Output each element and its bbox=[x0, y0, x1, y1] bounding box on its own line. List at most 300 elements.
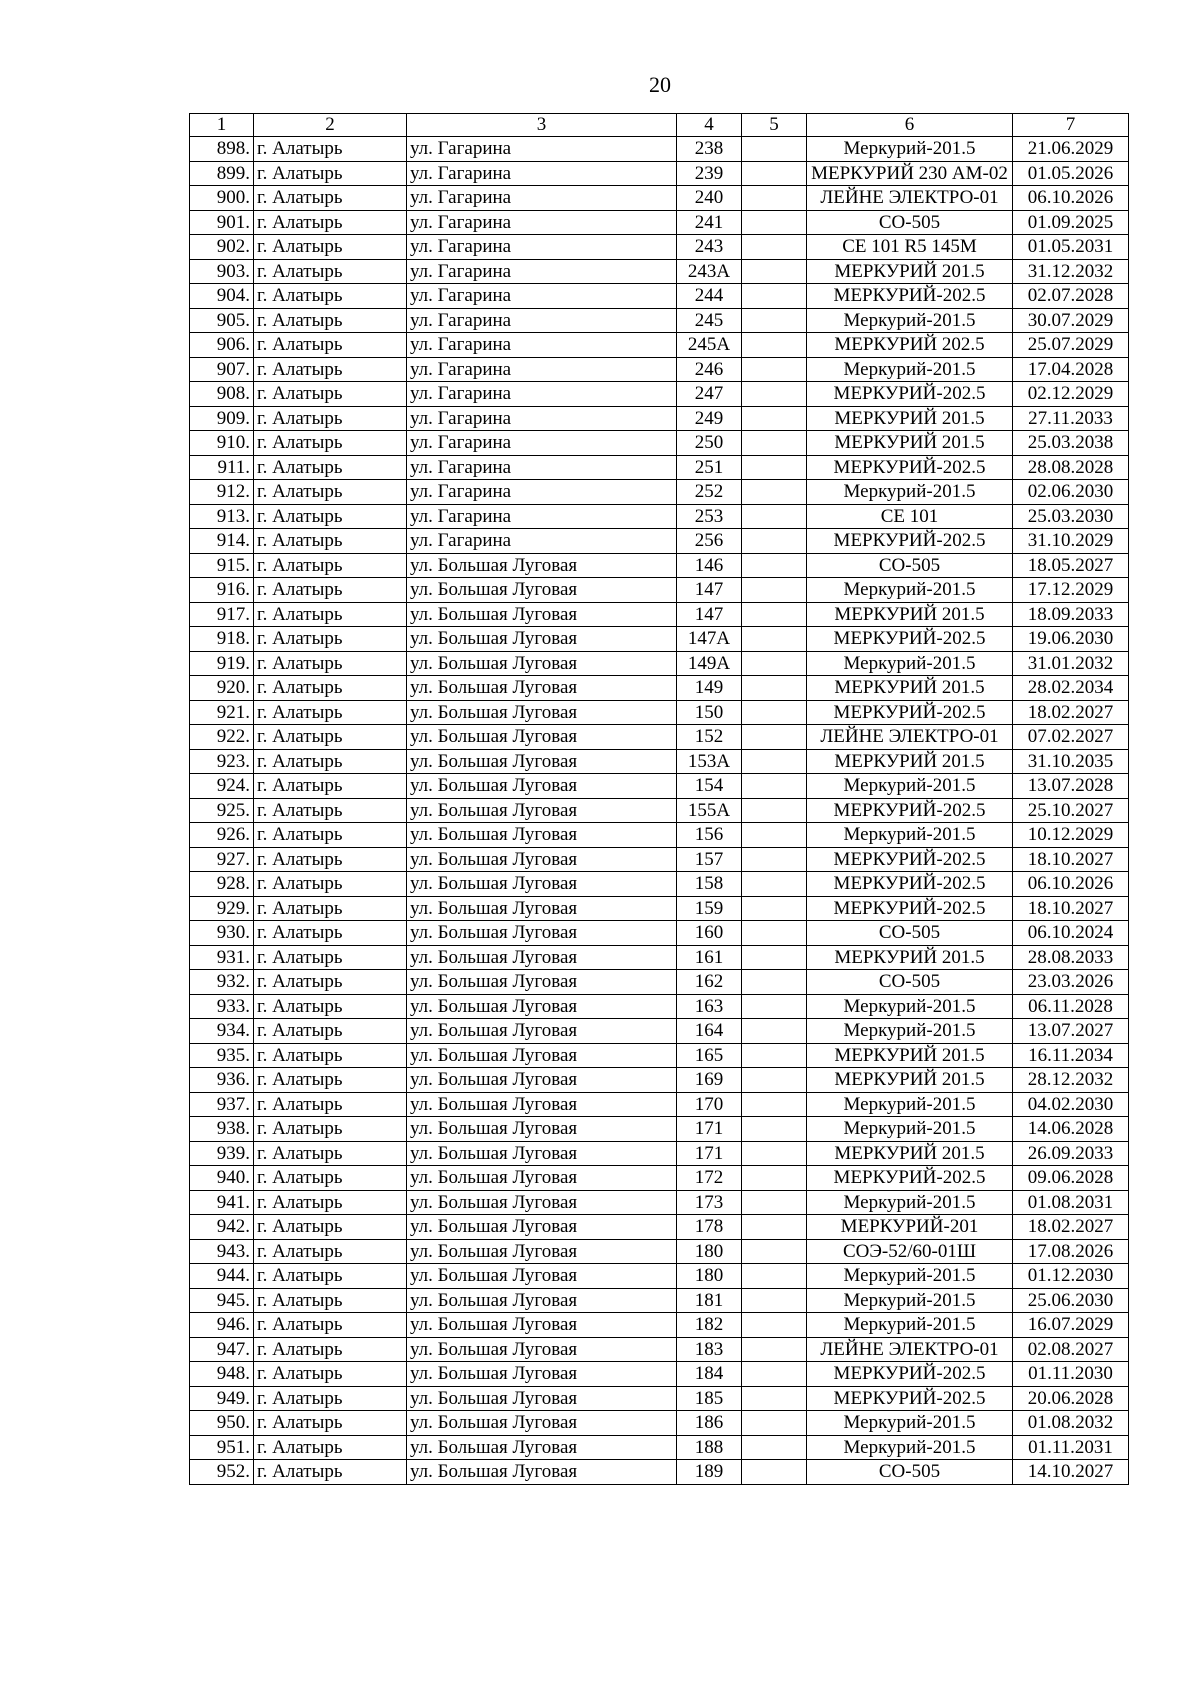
house-number: 164 bbox=[677, 1019, 742, 1044]
row-number: 925. bbox=[190, 798, 254, 823]
house-number: 159 bbox=[677, 896, 742, 921]
city: г. Алатырь bbox=[254, 1337, 407, 1362]
blank-cell bbox=[742, 921, 807, 946]
verification-date: 18.02.2027 bbox=[1013, 1215, 1129, 1240]
street: ул. Гагарина bbox=[407, 357, 677, 382]
city: г. Алатырь bbox=[254, 431, 407, 456]
verification-date: 13.07.2028 bbox=[1013, 774, 1129, 799]
meter-model: МЕРКУРИЙ-202.5 bbox=[807, 1362, 1013, 1387]
table-row bbox=[190, 921, 1129, 946]
house-number: 240 bbox=[677, 186, 742, 211]
blank-cell bbox=[742, 1190, 807, 1215]
row-number: 918. bbox=[190, 627, 254, 652]
table-row bbox=[190, 1435, 1129, 1460]
blank-cell bbox=[742, 1386, 807, 1411]
table-row bbox=[190, 896, 1129, 921]
blank-cell bbox=[742, 749, 807, 774]
verification-date: 01.05.2031 bbox=[1013, 235, 1129, 260]
verification-date: 06.10.2026 bbox=[1013, 872, 1129, 897]
city: г. Алатырь bbox=[254, 1068, 407, 1093]
table-row bbox=[190, 602, 1129, 627]
meter-model: Меркурий-201.5 bbox=[807, 308, 1013, 333]
city: г. Алатырь bbox=[254, 896, 407, 921]
table-row bbox=[190, 1068, 1129, 1093]
blank-cell bbox=[742, 1288, 807, 1313]
row-number: 900. bbox=[190, 186, 254, 211]
verification-date: 23.03.2026 bbox=[1013, 970, 1129, 995]
city: г. Алатырь bbox=[254, 1166, 407, 1191]
city: г. Алатырь bbox=[254, 1092, 407, 1117]
table-row bbox=[190, 774, 1129, 799]
meter-model: МЕРКУРИЙ 201.5 bbox=[807, 1141, 1013, 1166]
house-number: 181 bbox=[677, 1288, 742, 1313]
house-number: 245А bbox=[677, 333, 742, 358]
table-row bbox=[190, 627, 1129, 652]
city: г. Алатырь bbox=[254, 161, 407, 186]
street: ул. Гагарина bbox=[407, 259, 677, 284]
row-number: 913. bbox=[190, 504, 254, 529]
meter-model: МЕРКУРИЙ 201.5 bbox=[807, 259, 1013, 284]
street: ул. Большая Луговая bbox=[407, 872, 677, 897]
street: ул. Большая Луговая bbox=[407, 994, 677, 1019]
meter-model: Меркурий-201.5 bbox=[807, 651, 1013, 676]
row-number: 909. bbox=[190, 406, 254, 431]
blank-cell bbox=[742, 970, 807, 995]
street: ул. Большая Луговая bbox=[407, 1141, 677, 1166]
table-row bbox=[190, 1019, 1129, 1044]
street: ул. Гагарина bbox=[407, 308, 677, 333]
verification-date: 31.10.2035 bbox=[1013, 749, 1129, 774]
street: ул. Большая Луговая bbox=[407, 676, 677, 701]
verification-date: 20.06.2028 bbox=[1013, 1386, 1129, 1411]
verification-date: 28.08.2028 bbox=[1013, 455, 1129, 480]
house-number: 157 bbox=[677, 847, 742, 872]
house-number: 189 bbox=[677, 1460, 742, 1485]
blank-cell bbox=[742, 382, 807, 407]
street: ул. Большая Луговая bbox=[407, 1435, 677, 1460]
table-row bbox=[190, 1460, 1129, 1485]
row-number: 917. bbox=[190, 602, 254, 627]
row-number: 914. bbox=[190, 529, 254, 554]
blank-cell bbox=[742, 1460, 807, 1485]
verification-date: 16.11.2034 bbox=[1013, 1043, 1129, 1068]
verification-date: 06.10.2024 bbox=[1013, 921, 1129, 946]
table-header bbox=[190, 114, 1129, 137]
table-row bbox=[190, 798, 1129, 823]
blank-cell bbox=[742, 455, 807, 480]
city: г. Алатырь bbox=[254, 235, 407, 260]
city: г. Алатырь bbox=[254, 994, 407, 1019]
verification-date: 01.11.2030 bbox=[1013, 1362, 1129, 1387]
blank-cell bbox=[742, 161, 807, 186]
header-row bbox=[190, 114, 1129, 137]
row-number: 915. bbox=[190, 553, 254, 578]
verification-date: 26.09.2033 bbox=[1013, 1141, 1129, 1166]
house-number: 245 bbox=[677, 308, 742, 333]
house-number: 188 bbox=[677, 1435, 742, 1460]
verification-date: 17.04.2028 bbox=[1013, 357, 1129, 382]
table-row bbox=[190, 872, 1129, 897]
column-header: 3 bbox=[407, 114, 677, 137]
blank-cell bbox=[742, 308, 807, 333]
house-number: 165 bbox=[677, 1043, 742, 1068]
house-number: 182 bbox=[677, 1313, 742, 1338]
street: ул. Гагарина bbox=[407, 186, 677, 211]
house-number: 244 bbox=[677, 284, 742, 309]
row-number: 933. bbox=[190, 994, 254, 1019]
street: ул. Большая Луговая bbox=[407, 1068, 677, 1093]
row-number: 904. bbox=[190, 284, 254, 309]
verification-date: 31.01.2032 bbox=[1013, 651, 1129, 676]
house-number: 149А bbox=[677, 651, 742, 676]
column-header: 6 bbox=[807, 114, 1013, 137]
street: ул. Большая Луговая bbox=[407, 847, 677, 872]
table-row bbox=[190, 210, 1129, 235]
street: ул. Большая Луговая bbox=[407, 1117, 677, 1142]
street: ул. Большая Луговая bbox=[407, 749, 677, 774]
meter-registry-table bbox=[189, 113, 1129, 1485]
table-row bbox=[190, 406, 1129, 431]
street: ул. Гагарина bbox=[407, 529, 677, 554]
meter-model: МЕРКУРИЙ 201.5 bbox=[807, 431, 1013, 456]
street: ул. Большая Луговая bbox=[407, 1190, 677, 1215]
row-number: 926. bbox=[190, 823, 254, 848]
table-row bbox=[190, 235, 1129, 260]
row-number: 932. bbox=[190, 970, 254, 995]
street: ул. Большая Луговая bbox=[407, 1019, 677, 1044]
verification-date: 02.06.2030 bbox=[1013, 480, 1129, 505]
city: г. Алатырь bbox=[254, 1435, 407, 1460]
meter-model: Меркурий-201.5 bbox=[807, 578, 1013, 603]
house-number: 160 bbox=[677, 921, 742, 946]
row-number: 939. bbox=[190, 1141, 254, 1166]
city: г. Алатырь bbox=[254, 1386, 407, 1411]
meter-model: МЕРКУРИЙ 201.5 bbox=[807, 749, 1013, 774]
row-number: 907. bbox=[190, 357, 254, 382]
city: г. Алатырь bbox=[254, 1117, 407, 1142]
verification-date: 01.08.2031 bbox=[1013, 1190, 1129, 1215]
blank-cell bbox=[742, 1166, 807, 1191]
meter-model: CE 101 R5 145M bbox=[807, 235, 1013, 260]
table-row bbox=[190, 1092, 1129, 1117]
table-row bbox=[190, 700, 1129, 725]
table-row bbox=[190, 186, 1129, 211]
verification-date: 16.07.2029 bbox=[1013, 1313, 1129, 1338]
blank-cell bbox=[742, 823, 807, 848]
house-number: 147 bbox=[677, 602, 742, 627]
table-row bbox=[190, 847, 1129, 872]
city: г. Алатырь bbox=[254, 186, 407, 211]
city: г. Алатырь bbox=[254, 553, 407, 578]
city: г. Алатырь bbox=[254, 455, 407, 480]
blank-cell bbox=[742, 1117, 807, 1142]
verification-date: 02.07.2028 bbox=[1013, 284, 1129, 309]
verification-date: 25.07.2029 bbox=[1013, 333, 1129, 358]
city: г. Алатырь bbox=[254, 1190, 407, 1215]
city: г. Алатырь bbox=[254, 210, 407, 235]
table-row bbox=[190, 749, 1129, 774]
row-number: 941. bbox=[190, 1190, 254, 1215]
street: ул. Гагарина bbox=[407, 455, 677, 480]
street: ул. Большая Луговая bbox=[407, 725, 677, 750]
street: ул. Гагарина bbox=[407, 480, 677, 505]
verification-date: 06.11.2028 bbox=[1013, 994, 1129, 1019]
verification-date: 02.08.2027 bbox=[1013, 1337, 1129, 1362]
row-number: 940. bbox=[190, 1166, 254, 1191]
blank-cell bbox=[742, 676, 807, 701]
verification-date: 14.10.2027 bbox=[1013, 1460, 1129, 1485]
blank-cell bbox=[742, 798, 807, 823]
meter-model: МЕРКУРИЙ-202.5 bbox=[807, 1166, 1013, 1191]
blank-cell bbox=[742, 1068, 807, 1093]
meter-model: МЕРКУРИЙ 201.5 bbox=[807, 1043, 1013, 1068]
meter-model: МЕРКУРИЙ 201.5 bbox=[807, 1068, 1013, 1093]
meter-model: Меркурий-201.5 bbox=[807, 480, 1013, 505]
row-number: 930. bbox=[190, 921, 254, 946]
house-number: 180 bbox=[677, 1239, 742, 1264]
row-number: 922. bbox=[190, 725, 254, 750]
table-row bbox=[190, 1288, 1129, 1313]
meter-model: ЛЕЙНЕ ЭЛЕКТРО-01 bbox=[807, 1337, 1013, 1362]
city: г. Алатырь bbox=[254, 1411, 407, 1436]
verification-date: 01.11.2031 bbox=[1013, 1435, 1129, 1460]
verification-date: 18.09.2033 bbox=[1013, 602, 1129, 627]
row-number: 946. bbox=[190, 1313, 254, 1338]
row-number: 910. bbox=[190, 431, 254, 456]
row-number: 920. bbox=[190, 676, 254, 701]
city: г. Алатырь bbox=[254, 1019, 407, 1044]
city: г. Алатырь bbox=[254, 529, 407, 554]
meter-model: СО-505 bbox=[807, 1460, 1013, 1485]
city: г. Алатырь bbox=[254, 284, 407, 309]
row-number: 921. bbox=[190, 700, 254, 725]
blank-cell bbox=[742, 700, 807, 725]
house-number: 161 bbox=[677, 945, 742, 970]
table-row bbox=[190, 1043, 1129, 1068]
verification-date: 01.08.2032 bbox=[1013, 1411, 1129, 1436]
row-number: 912. bbox=[190, 480, 254, 505]
blank-cell bbox=[742, 1141, 807, 1166]
meter-model: МЕРКУРИЙ-202.5 bbox=[807, 1386, 1013, 1411]
street: ул. Большая Луговая bbox=[407, 1411, 677, 1436]
table-row bbox=[190, 725, 1129, 750]
verification-date: 01.05.2026 bbox=[1013, 161, 1129, 186]
row-number: 948. bbox=[190, 1362, 254, 1387]
meter-model: СО-505 bbox=[807, 210, 1013, 235]
house-number: 249 bbox=[677, 406, 742, 431]
table-row bbox=[190, 578, 1129, 603]
table-row bbox=[190, 1166, 1129, 1191]
street: ул. Гагарина bbox=[407, 161, 677, 186]
row-number: 919. bbox=[190, 651, 254, 676]
column-header: 2 bbox=[254, 114, 407, 137]
meter-model: МЕРКУРИЙ-202.5 bbox=[807, 847, 1013, 872]
blank-cell bbox=[742, 259, 807, 284]
verification-date: 31.12.2032 bbox=[1013, 259, 1129, 284]
meter-model: МЕРКУРИЙ-201 bbox=[807, 1215, 1013, 1240]
blank-cell bbox=[742, 284, 807, 309]
street: ул. Большая Луговая bbox=[407, 602, 677, 627]
house-number: 238 bbox=[677, 137, 742, 162]
blank-cell bbox=[742, 896, 807, 921]
verification-date: 13.07.2027 bbox=[1013, 1019, 1129, 1044]
table-row bbox=[190, 651, 1129, 676]
house-number: 243А bbox=[677, 259, 742, 284]
meter-model: СО-505 bbox=[807, 921, 1013, 946]
meter-model: МЕРКУРИЙ-202.5 bbox=[807, 284, 1013, 309]
city: г. Алатырь bbox=[254, 627, 407, 652]
verification-date: 28.12.2032 bbox=[1013, 1068, 1129, 1093]
house-number: 152 bbox=[677, 725, 742, 750]
blank-cell bbox=[742, 357, 807, 382]
blank-cell bbox=[742, 1264, 807, 1289]
street: ул. Большая Луговая bbox=[407, 1092, 677, 1117]
meter-model: МЕРКУРИЙ 202.5 bbox=[807, 333, 1013, 358]
city: г. Алатырь bbox=[254, 357, 407, 382]
meter-model: Меркурий-201.5 bbox=[807, 823, 1013, 848]
street: ул. Большая Луговая bbox=[407, 1264, 677, 1289]
meter-model: МЕРКУРИЙ 201.5 bbox=[807, 676, 1013, 701]
table-row bbox=[190, 1117, 1129, 1142]
table-row bbox=[190, 137, 1129, 162]
verification-date: 18.10.2027 bbox=[1013, 896, 1129, 921]
row-number: 944. bbox=[190, 1264, 254, 1289]
meter-model: Меркурий-201.5 bbox=[807, 1117, 1013, 1142]
house-number: 147 bbox=[677, 578, 742, 603]
street: ул. Гагарина bbox=[407, 333, 677, 358]
table-row bbox=[190, 1239, 1129, 1264]
row-number: 935. bbox=[190, 1043, 254, 1068]
verification-date: 01.09.2025 bbox=[1013, 210, 1129, 235]
city: г. Алатырь bbox=[254, 382, 407, 407]
row-number: 951. bbox=[190, 1435, 254, 1460]
city: г. Алатырь bbox=[254, 774, 407, 799]
meter-model: Меркурий-201.5 bbox=[807, 137, 1013, 162]
row-number: 929. bbox=[190, 896, 254, 921]
row-number: 931. bbox=[190, 945, 254, 970]
house-number: 246 bbox=[677, 357, 742, 382]
house-number: 251 bbox=[677, 455, 742, 480]
meter-model: СО-505 bbox=[807, 553, 1013, 578]
street: ул. Гагарина bbox=[407, 504, 677, 529]
blank-cell bbox=[742, 774, 807, 799]
table-row bbox=[190, 945, 1129, 970]
house-number: 163 bbox=[677, 994, 742, 1019]
blank-cell bbox=[742, 1215, 807, 1240]
blank-cell bbox=[742, 1435, 807, 1460]
table-row bbox=[190, 1337, 1129, 1362]
blank-cell bbox=[742, 480, 807, 505]
meter-model: Меркурий-201.5 bbox=[807, 1313, 1013, 1338]
meter-model: МЕРКУРИЙ 201.5 bbox=[807, 406, 1013, 431]
meter-model: МЕРКУРИЙ-202.5 bbox=[807, 700, 1013, 725]
street: ул. Большая Луговая bbox=[407, 1215, 677, 1240]
blank-cell bbox=[742, 1019, 807, 1044]
table-row bbox=[190, 431, 1129, 456]
verification-date: 28.08.2033 bbox=[1013, 945, 1129, 970]
street: ул. Большая Луговая bbox=[407, 798, 677, 823]
blank-cell bbox=[742, 627, 807, 652]
verification-date: 09.06.2028 bbox=[1013, 1166, 1129, 1191]
meter-model: МЕРКУРИЙ-202.5 bbox=[807, 529, 1013, 554]
row-number: 950. bbox=[190, 1411, 254, 1436]
meter-model: Меркурий-201.5 bbox=[807, 1264, 1013, 1289]
table-row bbox=[190, 553, 1129, 578]
street: ул. Большая Луговая bbox=[407, 774, 677, 799]
table-row bbox=[190, 504, 1129, 529]
blank-cell bbox=[742, 602, 807, 627]
street: ул. Большая Луговая bbox=[407, 921, 677, 946]
blank-cell bbox=[742, 847, 807, 872]
city: г. Алатырь bbox=[254, 945, 407, 970]
house-number: 184 bbox=[677, 1362, 742, 1387]
city: г. Алатырь bbox=[254, 137, 407, 162]
street: ул. Гагарина bbox=[407, 210, 677, 235]
street: ул. Большая Луговая bbox=[407, 1239, 677, 1264]
street: ул. Большая Луговая bbox=[407, 945, 677, 970]
blank-cell bbox=[742, 235, 807, 260]
verification-date: 06.10.2026 bbox=[1013, 186, 1129, 211]
verification-date: 28.02.2034 bbox=[1013, 676, 1129, 701]
house-number: 185 bbox=[677, 1386, 742, 1411]
table-row bbox=[190, 1190, 1129, 1215]
street: ул. Гагарина bbox=[407, 382, 677, 407]
city: г. Алатырь bbox=[254, 921, 407, 946]
verification-date: 18.10.2027 bbox=[1013, 847, 1129, 872]
row-number: 911. bbox=[190, 455, 254, 480]
meter-model: ЛЕЙНЕ ЭЛЕКТРО-01 bbox=[807, 186, 1013, 211]
verification-date: 21.06.2029 bbox=[1013, 137, 1129, 162]
table-row bbox=[190, 1215, 1129, 1240]
house-number: 247 bbox=[677, 382, 742, 407]
meter-model: МЕРКУРИЙ-202.5 bbox=[807, 798, 1013, 823]
meter-model: МЕРКУРИЙ 230 АМ-02 bbox=[807, 161, 1013, 186]
table-row bbox=[190, 333, 1129, 358]
city: г. Алатырь bbox=[254, 872, 407, 897]
street: ул. Большая Луговая bbox=[407, 1362, 677, 1387]
city: г. Алатырь bbox=[254, 1460, 407, 1485]
table-row bbox=[190, 1362, 1129, 1387]
meter-model: Меркурий-201.5 bbox=[807, 1411, 1013, 1436]
blank-cell bbox=[742, 406, 807, 431]
meter-model: МЕРКУРИЙ-202.5 bbox=[807, 896, 1013, 921]
house-number: 171 bbox=[677, 1117, 742, 1142]
row-number: 923. bbox=[190, 749, 254, 774]
meter-model: ЛЕЙНЕ ЭЛЕКТРО-01 bbox=[807, 725, 1013, 750]
meter-model: Меркурий-201.5 bbox=[807, 1288, 1013, 1313]
column-header: 7 bbox=[1013, 114, 1129, 137]
row-number: 942. bbox=[190, 1215, 254, 1240]
table-row bbox=[190, 308, 1129, 333]
street: ул. Большая Луговая bbox=[407, 700, 677, 725]
table-row bbox=[190, 676, 1129, 701]
house-number: 153А bbox=[677, 749, 742, 774]
verification-date: 07.02.2027 bbox=[1013, 725, 1129, 750]
city: г. Алатырь bbox=[254, 406, 407, 431]
house-number: 253 bbox=[677, 504, 742, 529]
page-number: 20 bbox=[649, 72, 671, 97]
street: ул. Большая Луговая bbox=[407, 1386, 677, 1411]
house-number: 162 bbox=[677, 970, 742, 995]
city: г. Алатырь bbox=[254, 970, 407, 995]
table-row bbox=[190, 1386, 1129, 1411]
street: ул. Большая Луговая bbox=[407, 1460, 677, 1485]
verification-date: 18.02.2027 bbox=[1013, 700, 1129, 725]
house-number: 256 bbox=[677, 529, 742, 554]
meter-model: CE 101 bbox=[807, 504, 1013, 529]
verification-date: 02.12.2029 bbox=[1013, 382, 1129, 407]
street: ул. Большая Луговая bbox=[407, 627, 677, 652]
